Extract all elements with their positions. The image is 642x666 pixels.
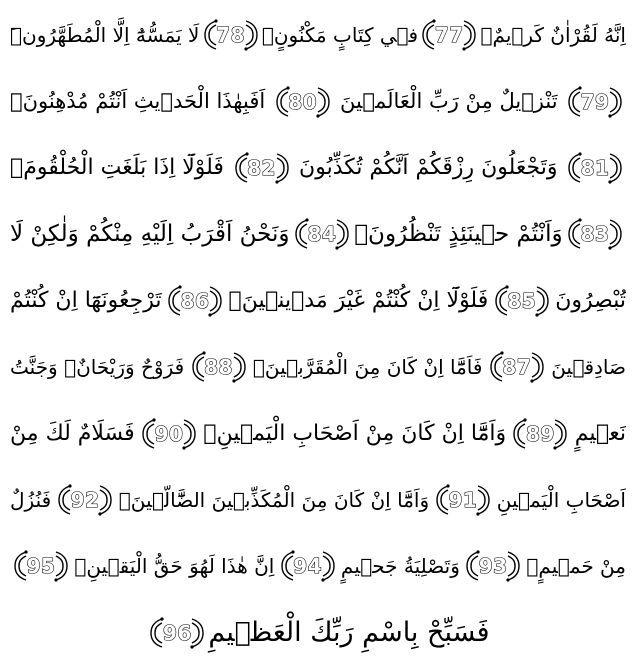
ayah-end-marker [279, 548, 337, 584]
ayah-end-marker [274, 84, 332, 120]
verse-text: فَسَبِّحْ بِاسْمِ رَبِّكَ الْعَظ۪يمِ [208, 617, 490, 649]
ayah-end-marker [190, 349, 248, 385]
ayah-end-marker [566, 84, 624, 120]
ayah-end-marker [56, 482, 114, 518]
ayah-number: 80 [288, 89, 318, 114]
verse-text: فَرَوْحٌ وَرَيْحَانٌۙ وَجَنَّتُ [10, 355, 185, 380]
verse-text: فَلَوْلَٓا اِذَا بَلَغَتِ الْحُلْقُومَۙ [10, 154, 224, 180]
ayah-number: 85 [507, 288, 537, 313]
ayah-end-marker [140, 416, 198, 452]
ayah-end-marker [420, 17, 478, 53]
ayah-end-marker [566, 150, 624, 186]
verse-line [10, 533, 626, 599]
verse-text: وَتَجْعَلُونَ رِزْقَكُمْ اَنَّكُمْ تُكَذِّبُونَ [299, 154, 558, 180]
verse-line [10, 2, 626, 68]
verse-text: وَاَنْتُمْ ح۪ينَئِذٍ تَنْظُرُونَۙ [354, 220, 563, 247]
ayah-end-marker [166, 283, 224, 319]
ayah-end-marker [202, 17, 260, 53]
verse-text: فَنُزُلٌ [10, 487, 52, 512]
ayah-number: 81 [580, 155, 610, 180]
verse-text: فَسَلَامٌ لَكَ مِنْ [10, 420, 135, 446]
ayah-number: 79 [580, 89, 610, 114]
ayah-number: 92 [70, 487, 100, 512]
verse-line [10, 201, 626, 267]
ayah-end-marker [12, 548, 70, 584]
ayah-number: 90 [154, 421, 184, 446]
verse-text: اَفَبِهٰذَا الْحَد۪يثِ اَنْتُمْ مُدْهِنُونَۙ [10, 89, 266, 114]
verse-text: تَرْجِعُونَهَٓا اِنْ كُنْتُمْ [10, 287, 162, 313]
verse-text: مِنْ حَم۪يمٍۙ [526, 554, 626, 579]
verse-text: فَاَمَّٓا اِنْ كَانَ مِنَ الْمُقَرَّب۪ينَۙ [252, 355, 483, 380]
verse-text: وَنَحْنُ اَقْرَبُ اِلَيْهِ مِنْكُمْ وَلٰكِنْ لَا [10, 220, 290, 247]
verse-text: اَصْحَابِ الْيَم۪ينِ [496, 487, 626, 512]
verse-line [10, 135, 626, 201]
ayah-end-marker [493, 283, 551, 319]
verse-text: فَلَوْلَٓا اِنْ كُنْتُمْ غَيْرَ مَد۪ين۪ينَۙ [228, 287, 489, 313]
ayah-number: 82 [247, 155, 276, 180]
verse-line [10, 268, 626, 334]
ayah-end-marker [464, 548, 522, 584]
ayah-end-marker [148, 615, 206, 651]
ayah-number: 89 [526, 421, 555, 446]
verse-line [10, 68, 626, 134]
verse-line [10, 600, 626, 666]
ayah-number: 83 [580, 222, 610, 247]
verse-text: اِنَّهُ لَقُرْاٰنٌ كَر۪يمٌۙ [480, 23, 626, 48]
verse-text: وَتَصْلِيَةُ جَح۪يمٍ [340, 554, 460, 579]
verse-text: تَنْز۪يلٌ مِنْ رَبِّ الْعَالَم۪ينَ [340, 89, 558, 114]
verse-line [10, 334, 626, 400]
ayah-number: 91 [448, 487, 478, 512]
verse-text: ف۪ي كِتَابٍ مَكْنُونٍۙ [261, 23, 419, 48]
ayah-end-marker [434, 482, 492, 518]
ayah-number: 94 [293, 554, 323, 579]
verse-line [10, 467, 626, 533]
ayah-number: 84 [307, 222, 337, 247]
ayah-end-marker [511, 416, 569, 452]
verse-text: لَا يَمَسُّهُٓ اِلَّا الْمُطَهَّرُونَۜ [10, 23, 200, 48]
ayah-end-marker [233, 150, 291, 186]
verse-text: وَاَمَّٓا اِنْ كَانَ مِنْ اَصْحَابِ الْيَم۪ينِۙ [203, 420, 507, 446]
ayah-end-marker [293, 216, 351, 252]
verse-text: وَاَمَّٓا اِنْ كَانَ مِنَ الْمُكَذِّب۪ينَ الضَّٓالّ۪ينَۙ [118, 487, 430, 512]
ayah-number: 93 [478, 554, 508, 579]
verse-text: تُبْصِرُونَ [555, 287, 626, 313]
ayah-number: 77 [434, 23, 464, 48]
verse-text: نَع۪يمٍ [574, 420, 626, 446]
ayah-end-marker [488, 349, 546, 385]
verse-text: اِنَّ هٰذَا لَهُوَ حَقُّ الْيَق۪ينِۚ [74, 554, 275, 579]
ayah-number: 88 [204, 355, 233, 380]
verse-text: صَادِق۪ينَ [551, 355, 626, 380]
ayah-number: 95 [26, 554, 56, 579]
ayah-end-marker [566, 216, 624, 252]
verse-line [10, 400, 626, 466]
ayah-number: 86 [180, 288, 210, 313]
ayah-number: 87 [502, 355, 532, 380]
ayah-number: 96 [162, 620, 192, 645]
ayah-number: 78 [216, 23, 246, 48]
